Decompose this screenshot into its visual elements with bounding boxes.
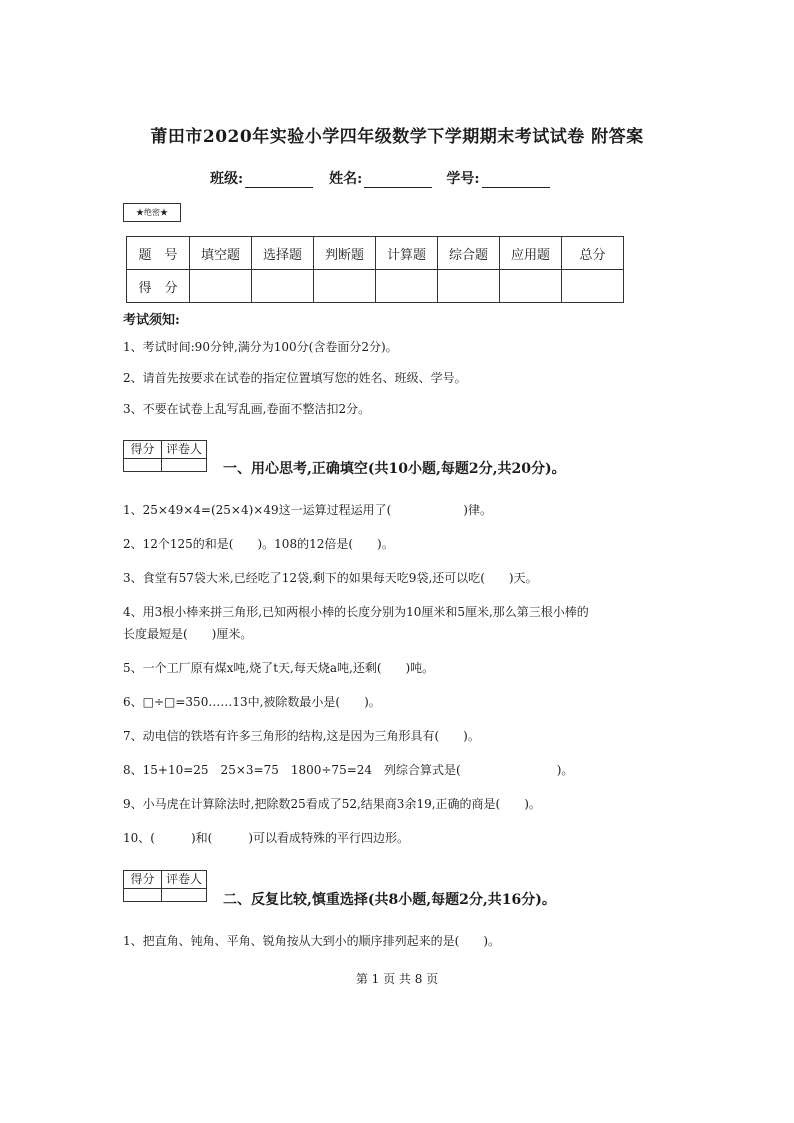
score-cell[interactable] — [500, 270, 562, 303]
grader-name-cell[interactable] — [162, 889, 206, 901]
score-cell[interactable] — [438, 270, 500, 303]
question-item: 4、用3根小棒来拼三角形,已知两根小棒的长度分别为10厘米和5厘米,那么第三根小棒的 — [123, 605, 589, 619]
student-info-line — [210, 168, 550, 188]
grader-score-label: 得分 — [124, 441, 162, 458]
class-label: 班级: — [210, 171, 244, 187]
score-table-header-cell: 计算题 — [376, 237, 438, 270]
score-cell[interactable] — [314, 270, 376, 303]
section-1-title: 一、用心思考,正确填空(共10小题,每题2分,共20分)。 — [223, 461, 566, 477]
score-cell[interactable] — [252, 270, 314, 303]
grader-score-cell[interactable] — [124, 889, 162, 901]
score-table-score-row — [127, 270, 624, 303]
score-table-header-cell: 总分 — [562, 237, 624, 270]
score-table-header-cell: 应用题 — [500, 237, 562, 270]
question-item: 8、15+10=25 25×3=75 1800÷75=24 列综合算式是( )。 — [123, 763, 574, 777]
notice-rule: 1、考试时间:90分钟,满分为100分(含卷面分2分)。 — [123, 340, 398, 354]
question-item: 长度最短是( )厘米。 — [123, 627, 253, 641]
grader-name-label: 评卷人 — [165, 872, 202, 886]
question-item: 2、12个125的和是( )。108的12倍是( )。 — [123, 537, 394, 551]
grader-score-cell[interactable] — [124, 459, 162, 471]
score-table-header-cell: 判断题 — [314, 237, 376, 270]
question-item: 3、食堂有57袋大米,已经吃了12袋,剩下的如果每天吃9袋,还可以吃( )天。 — [123, 571, 538, 585]
score-table-header-cell: 填空题 — [190, 237, 252, 270]
grader-name-cell[interactable] — [162, 459, 206, 471]
score-table-header-cell: 综合题 — [438, 237, 500, 270]
grader-box — [123, 440, 207, 472]
notice-title: 考试须知: — [123, 313, 180, 328]
class-blank[interactable] — [245, 173, 313, 188]
score-table — [126, 236, 624, 303]
student-id-label: 学号: — [446, 171, 480, 187]
question-item: 5、一个工厂原有煤x吨,烧了t天,每天烧a吨,还剩( )吨。 — [123, 661, 435, 675]
score-table-header-row — [127, 237, 624, 270]
grader-score-label: 得分 — [124, 871, 162, 888]
score-cell[interactable] — [190, 270, 252, 303]
page-footer: 第 1 页 共 8 页 — [355, 972, 439, 986]
name-blank[interactable] — [364, 173, 432, 188]
question-item: 7、动电信的铁塔有许多三角形的结构,这是因为三角形具有( )。 — [123, 729, 480, 743]
student-id-blank[interactable] — [482, 173, 550, 188]
grader-box — [123, 870, 207, 902]
notice-rule: 3、不要在试卷上乱写乱画,卷面不整洁扣2分。 — [123, 402, 371, 416]
score-table-header-cell: 选择题 — [252, 237, 314, 270]
question-item: 1、把直角、钝角、平角、锐角按从大到小的顺序排列起来的是( )。 — [123, 934, 501, 948]
grader-name-label: 评卷人 — [165, 442, 202, 456]
question-item: 1、25×49×4=(25×4)×49这一运算过程运用了( )律。 — [123, 503, 492, 517]
question-item: 6、□÷□=350……13中,被除数最小是( )。 — [123, 695, 381, 709]
section-2-title: 二、反复比较,慎重选择(共8小题,每题2分,共16分)。 — [223, 892, 556, 908]
name-label: 姓名: — [329, 171, 363, 187]
question-item: 10、( )和( )可以看成特殊的平行四边形。 — [123, 831, 409, 845]
page-title: 莆田市2020年实验小学四年级数学下学期期末考试试卷 附答案 — [150, 127, 644, 147]
score-table-header-cell: 题 号 — [127, 237, 190, 270]
notice-rule: 2、请首先按要求在试卷的指定位置填写您的姓名、班级、学号。 — [123, 371, 467, 385]
score-row-label: 得 分 — [127, 270, 190, 303]
score-cell[interactable] — [376, 270, 438, 303]
question-item: 9、小马虎在计算除法时,把除数25看成了52,结果商3余19,正确的商是( )。 — [123, 797, 541, 811]
score-cell[interactable] — [562, 270, 624, 303]
secret-stamp: ★绝密★ — [123, 203, 181, 222]
